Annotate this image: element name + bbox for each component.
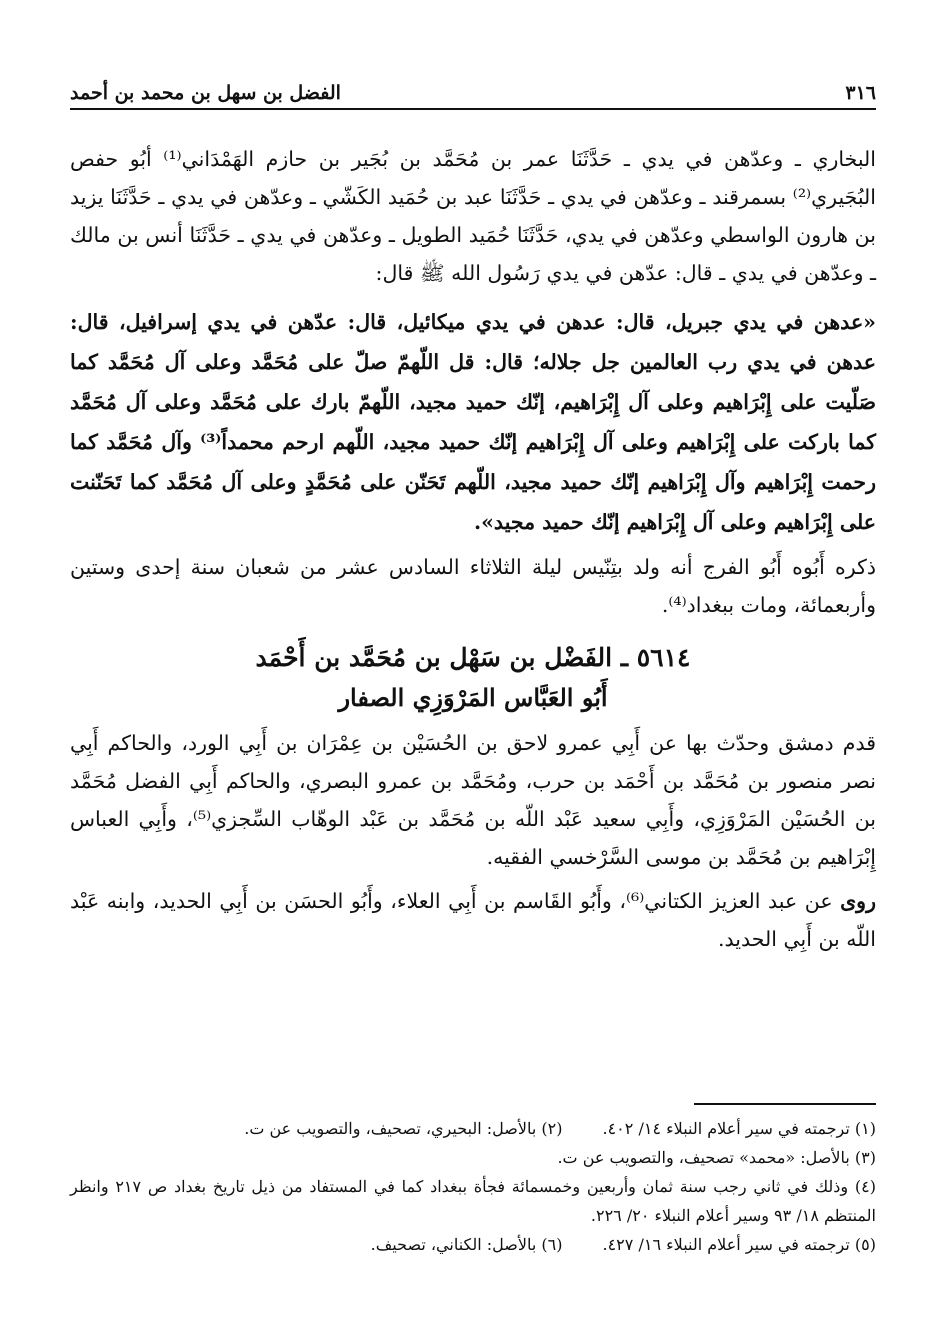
footnote-divider	[694, 1103, 876, 1105]
paragraph-students-text: عن عبد العزيز الكتاني⁽⁶⁾، وأَبُو القَاسم بن أَبِي العلاء، وأَبُو الحسَن بن أَبِي الحديد، وابنه عَبْد اللّه بن أَبِي الحديد.	[70, 889, 876, 951]
footnote-2: (٢) بالأصل: البحيري، تصحيف، والتصويب عن ت.	[244, 1119, 563, 1138]
paragraph-teachers: قدم دمشق وحدّث بها عن أَبِي عمرو لاحق بن الحُسَيْن بن عِمْرَان بن أَبِي الورد، والحاكم أَبِي نصر منصور بن مُحَمَّد بن أَحْمَد بن حرب، ومُحَمَّد بن عمرو البصري، والحاكم أَبِي الفضل مُحَمَّد بن الحُسَيْن المَرْوَزِي، وأَبِي سعيد عَبْد اللّه بن مُحَمَّد بن عَبْد الوهّاب السِّجزي⁽⁵⁾، وأَبِي العباس إِبْرَاهيم بن مُحَمَّد بن موسى السَّرْخسي الفقيه.	[70, 731, 877, 869]
paragraph-hadith: «عدهن في يدي جبريل، قال: عدهن في يدي ميكائيل، قال: عدّهن في يدي إسرافيل، قال: عدهن في يدي رب العالمين جل جلاله؛ قال: قل اللّهمّ صلّ على مُحَمَّد وعلى آل مُحَمَّد كما صَلّيت على إِبْرَاهيم وعلى آل إِبْرَاهيم، إنّك حميد مجيد، اللّهمّ بارك على مُحَمَّد وعلى آل مُحَمَّد كما باركت على إِبْرَاهيم وعلى آل إِبْرَاهيم إنّك حميد مجيد، اللّهم ارحم محمداً⁽³⁾ وآل مُحَمَّد كما رحمت إِبْرَاهيم وآل إِبْرَاهيم إنّك حميد مجيد، اللّهم تَحَنّن على مُحَمَّدٍ وعلى آل مُحَمَّد كما تَحَنّنت على إِبْرَاهيم وعلى آل إِبْرَاهيم إنّك حميد مجيد».	[70, 310, 876, 534]
paragraph-birth-death: ذكره أَبُوه أَبُو الفرج أنه ولد بتِنّيس ليلة الثلاثاء السادس عشر من شعبان سنة إحدى وستين وأربعمائة، ومات ببغداد⁽⁴⁾.	[70, 555, 876, 617]
main-text	[70, 140, 876, 964]
footnote-row	[70, 1114, 876, 1143]
page-header	[70, 74, 876, 110]
entry-subtitle: أَبُو العَبَّاس المَرْوَزِي الصفار	[338, 683, 608, 712]
entry-title: ٥٦١٤ ـ الفَضْل بن سَهْل بن مُحَمَّد بن أَحْمَد	[255, 643, 691, 672]
footnote-3: (٣) بالأصل: «محمد» تصحيف، والتصويب عن ت.	[557, 1148, 876, 1167]
footnote-row	[70, 1230, 876, 1259]
paragraph-lead-word: روى	[840, 889, 876, 913]
footnote-6: (٦) بالأصل: الكناني، تصحيف.	[370, 1235, 563, 1254]
running-title: الفضل بن سهل بن محمد بن أحمد	[70, 82, 341, 104]
footnote-1: (١) ترجمته في سير أعلام النبلاء ١٤/ ٤٠٢.	[602, 1119, 876, 1138]
paragraph-isnad: البخاري ـ وعدّهن في يدي ـ حَدَّثَنَا عمر بن مُحَمَّد بن بُجَير بن حازم الهَمْدَاني⁽¹⁾ أبُو حفص البُجَيري⁽²⁾ بسمرقند ـ وعدّهن في يدي ـ حَدَّثَنَا عبد بن حُمَيد الكَشّي ـ وعدّهن في يدي ـ حَدَّثَنَا يزيد بن هارون الواسطي وعدّهن في يدي، حَدَّثَنَا حُمَيد الطويل ـ وعدّهن في يدي ـ حَدَّثَنَا أنس بن مالك ـ وعدّهن في يدي ـ قال: عدّهن في يدي رَسُول الله ﷺ قال:	[70, 147, 876, 285]
footnotes	[70, 1114, 876, 1259]
footnote-5: (٥) ترجمته في سير أعلام النبلاء ١٦/ ٤٢٧.	[602, 1235, 876, 1254]
page-number: ٣١٦	[845, 82, 876, 104]
footnote-4: (٤) وذلك في ثاني رجب سنة ثمان وأربعين وخمسمائة فجأة ببغداد كما في المستفاد من ذيل تاريخ بغداد ص ٢١٧ وانظر المنتظم ١٨/ ٩٣ وسير أعلام النبلاء ٢٠/ ٢٢٦.	[70, 1177, 876, 1225]
footnote-row	[70, 1143, 876, 1172]
paragraph-students	[70, 882, 876, 958]
